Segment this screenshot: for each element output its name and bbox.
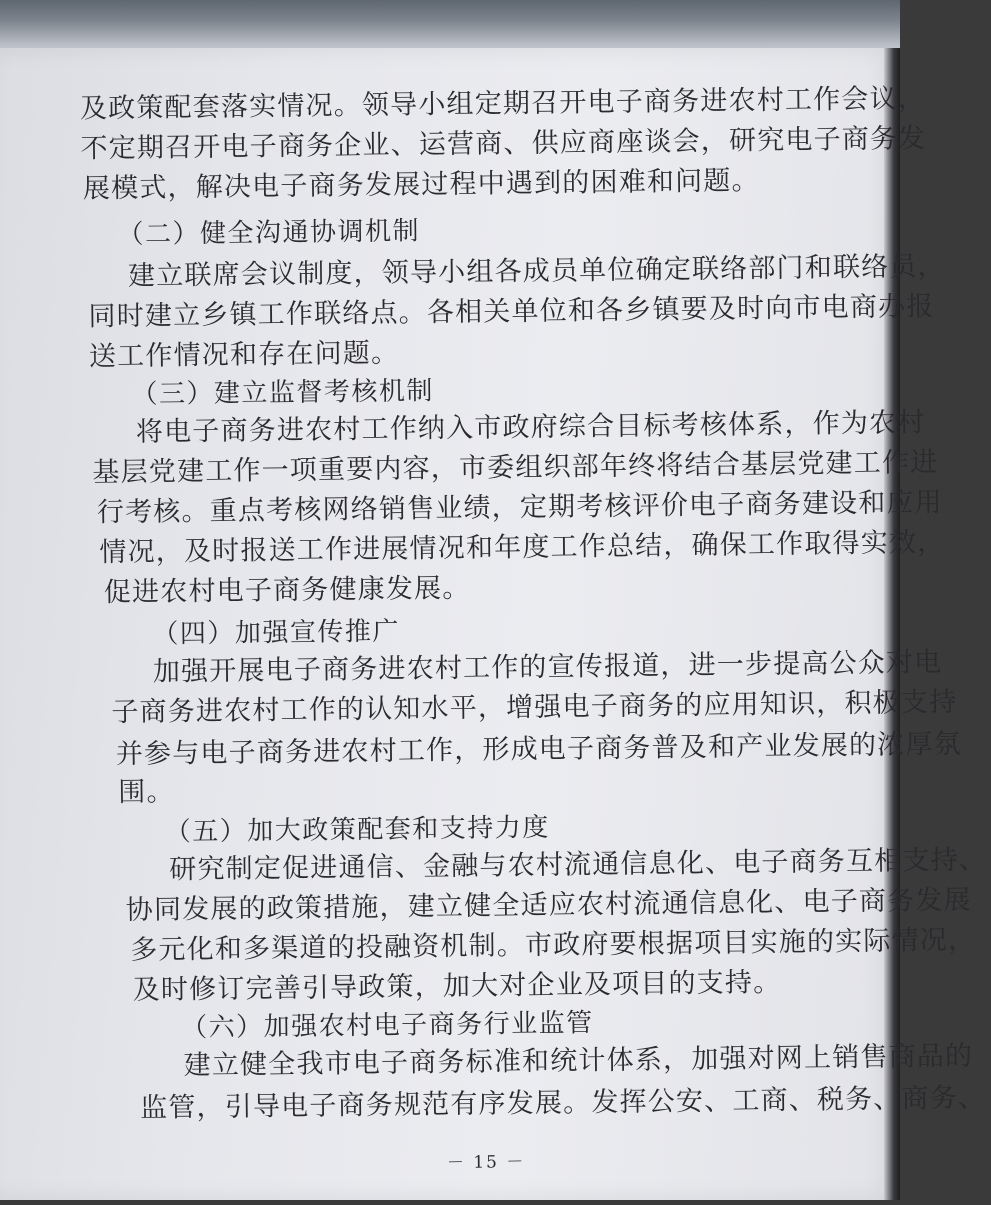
section-heading: （二）健全沟通协调机制 <box>117 216 421 251</box>
text-line: 及时修订完善引导政策，加大对企业及项目的支持。 <box>132 966 782 1006</box>
text-line: 围。 <box>118 776 175 809</box>
text-line: 基层党建工作一项重要内容，市委组织部年终将结合基层党建工作进 <box>92 447 939 489</box>
text-line: 不定期召开电子商务企业、运营商、供应商座谈会，研究电子商务发 <box>80 123 927 165</box>
text-line: 将电子商务进农村工作纳入市政府综合目标考核体系，作为农村 <box>135 407 926 448</box>
text-line: 建立健全我市电子商务标准和统计体系，加强对网上销售商品的 <box>183 1040 974 1082</box>
text-line: 同时建立乡镇工作联络点。各相关单位和各乡镇要及时向市电商办报 <box>88 291 935 333</box>
section-heading: （四）加强宣传推广 <box>152 616 401 650</box>
section-heading: （五）加大政策配套和支持力度 <box>164 812 550 848</box>
page-edge-shadow <box>884 48 900 1200</box>
section-heading: （六）加强农村电子商务行业监管 <box>181 1008 594 1044</box>
text-line: 监管，引导电子商务规范有序发展。发挥公安、工商、税务、商务、 <box>139 1082 987 1124</box>
page-number: － 15 － <box>446 1152 526 1174</box>
text-line: 研究制定促进通信、金融与农村流通信息化、电子商务互相支持、 <box>169 844 988 886</box>
text-line: 协同发展的政策措施，建立健全适应农村流通信息化、电子商务发展 <box>125 884 972 926</box>
text-line: 行考核。重点考核网络销售业绩，定期考核评价电子商务建设和应用 <box>96 486 944 529</box>
text-line: 展模式，解决电子商务发展过程中遇到的困难和问题。 <box>82 165 760 205</box>
section-heading: （三）建立监督考核机制 <box>131 376 435 410</box>
text-line: 并参与电子商务进农村工作，形成电子商务普及和产业发展的浓厚氛 <box>115 728 962 771</box>
text-line: 促进农村电子商务健康发展。 <box>103 572 471 609</box>
text-line: 送工作情况和存在问题。 <box>88 337 400 373</box>
text-line: 及政策配套落实情况。领导小组定期召开电子商务进农村工作会议， <box>79 83 927 125</box>
text-line: 建立联席会议制度，领导小组各成员单位确定联络部门和联络员， <box>127 250 946 292</box>
text-line: 子商务进农村工作的认知水平，增强电子商务的应用知识，积极支持 <box>111 686 958 729</box>
text-line: 加强开展电子商务进农村工作的宣传报道，进一步提高公众对电 <box>152 646 943 688</box>
text-line: 多元化和多渠道的投融资机制。市政府要根据项目实施的实际情况， <box>130 924 977 966</box>
text-line: 情况，及时报送工作进展情况和年度工作总结，确保工作取得实效， <box>99 526 946 569</box>
paragraph-1 <box>0 0 927 205</box>
